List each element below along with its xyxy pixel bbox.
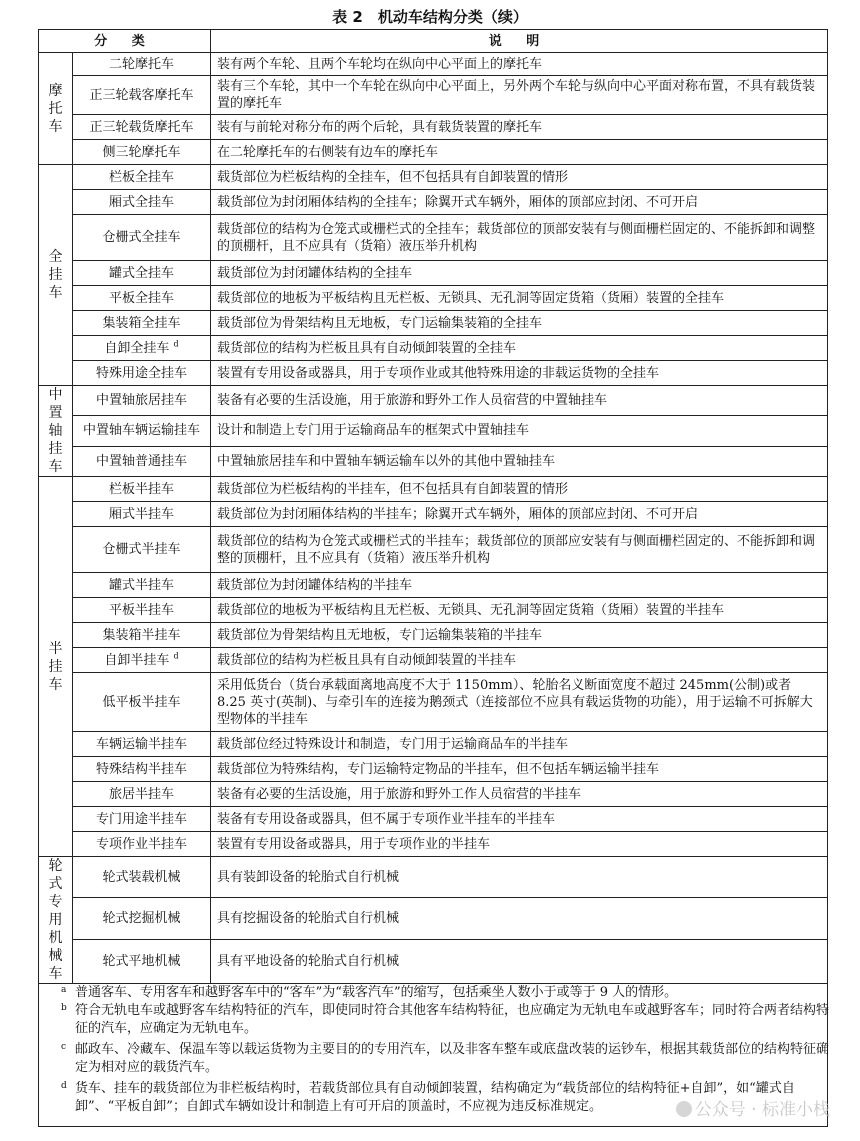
footnote-ref: d	[173, 339, 179, 349]
subcategory-cell	[73, 648, 211, 673]
description-cell: 具有挖掘设备的轮胎式自行机械	[211, 898, 828, 939]
table-row	[39, 165, 828, 190]
description-cell: 载货部位为骨架结构且无地板，专门运输集装箱的全挂车	[211, 311, 828, 336]
description-cell: 载货部位的地板为平板结构且无栏板、无锁具、无孔洞等固定货箱（货厢）装置的半挂车	[211, 598, 828, 623]
subcategory-cell	[73, 757, 211, 782]
description-cell: 载货部位为封闭罐体结构的半挂车	[211, 573, 828, 598]
subcategory-label: 特殊用途全挂车	[95, 365, 187, 381]
subcategory-label: 栏板半挂车	[108, 481, 174, 497]
subcategory-cell	[73, 140, 211, 165]
subcategory-cell	[73, 416, 211, 446]
table-row	[39, 732, 828, 757]
description-cell: 载货部位为封闭厢体结构的全挂车；除翼开式车辆外，厢体的顶部应封闭、不可开启	[211, 190, 828, 215]
subcategory-label: 车辆运输半挂车	[95, 736, 187, 752]
description-cell: 载货部位为栏板结构的全挂车，但不包括具有自卸装置的情形	[211, 165, 828, 190]
subcategory-cell	[73, 857, 211, 898]
subcategory-label: 旅居半挂车	[108, 786, 174, 802]
description-cell: 装备有必要的生活设施，用于旅游和野外工作人员宿营的半挂车	[211, 782, 828, 807]
table-row	[39, 757, 828, 782]
table-row	[39, 502, 828, 527]
table-row	[39, 416, 828, 446]
subcategory-cell	[73, 190, 211, 215]
subcategory-label: 轮式装载机械	[102, 869, 181, 885]
subcategory-cell	[73, 732, 211, 757]
subcategory-cell	[73, 939, 211, 983]
table-row	[39, 648, 828, 673]
description-cell: 载货部位的地板为平板结构且无栏板、无锁具、无孔洞等固定货箱（货厢）装置的全挂车	[211, 286, 828, 311]
table-row	[39, 386, 828, 416]
table-row	[39, 261, 828, 286]
subcategory-cell	[73, 446, 211, 476]
footnote-text: 货车、挂车的载货部位为非栏板结构时，若载货部位具有自动倾卸装置，结构确定为“载货部位的结构特征+自卸”，如“罐式自卸”、“平板自卸”；自卸式车辆如设计和制造上有可开启的顶盖时，不应视为违反标准规定。	[75, 1081, 795, 1114]
description-cell: 装有三个车轮，其中一个车轮在纵向中心平面上，另外两个车轮与纵向中心平面对称布置，不具有载货装置的摩托车	[211, 76, 828, 115]
category-cell: 摩 托 车	[39, 53, 73, 165]
description-cell: 装备有必要的生活设施，用于旅游和野外工作人员宿营的中置轴挂车	[211, 386, 828, 416]
table-row	[39, 53, 828, 76]
subcategory-label: 低平板半挂车	[102, 694, 181, 710]
description-cell: 装备有专用设备或器具，但不属于专项作业半挂车的半挂车	[211, 807, 828, 832]
description-cell: 载货部位的结构为栏板且具有自动倾卸装置的半挂车	[211, 648, 828, 673]
subcategory-cell	[73, 311, 211, 336]
subcategory-cell	[73, 76, 211, 115]
description-cell: 具有平地设备的轮胎式自行机械	[211, 939, 828, 983]
subcategory-label: 仓栅式全挂车	[102, 230, 181, 245]
table-row	[39, 623, 828, 648]
subcategory-cell	[73, 782, 211, 807]
table-title: 表 2 机动车结构分类（续）	[332, 8, 528, 26]
description-cell: 载货部位的结构为仓笼式或栅栏式的全挂车；载货部位的顶部安装有与侧面栅栏固定的、不能拆卸和调整的顶棚杆，且不应具有（货箱）液压举升机构	[211, 215, 828, 261]
header-description: 说 明	[211, 30, 828, 53]
subcategory-cell	[73, 573, 211, 598]
description-cell: 载货部位为封闭罐体结构的全挂车	[211, 261, 828, 286]
subcategory-label: 栏板全挂车	[108, 169, 174, 185]
description-cell: 装置有专用设备或器具，用于专项作业或其他特殊用途的非载运货物的全挂车	[211, 361, 828, 386]
footnote-mark: a	[61, 985, 67, 995]
table-row	[39, 857, 828, 898]
table-row	[39, 573, 828, 598]
footnote-mark: c	[61, 1042, 67, 1052]
subcategory-cell	[73, 215, 211, 261]
description-cell: 设计和制造上专门用于运输商品车的框架式中置轴挂车	[211, 416, 828, 446]
subcategory-cell	[73, 361, 211, 386]
subcategory-label: 专门用途半挂车	[95, 811, 187, 827]
description-cell: 载货部位为栏板结构的半挂车，但不包括具有自卸装置的情形	[211, 477, 828, 502]
subcategory-cell	[73, 477, 211, 502]
footnote-mark: d	[61, 1081, 67, 1091]
table-body	[39, 53, 828, 984]
description-cell: 装有与前轮对称分布的两个后轮，具有载货装置的摩托车	[211, 115, 828, 140]
footnote-text: 符合无轨电车或越野客车结构特征的汽车，即使同时符合其他客车结构特征，也应确定为无轨电车或越野客车；同时符合两者结构特征的汽车，应确定为无轨电车。	[75, 1003, 830, 1036]
subcategory-label: 侧三轮摩托车	[102, 144, 181, 160]
description-cell: 载货部位为封闭厢体结构的半挂车；除翼开式车辆外，厢体的顶部应封闭、不可开启	[211, 502, 828, 527]
footnote-a	[61, 984, 835, 1002]
footnote-b	[61, 1002, 835, 1038]
subcategory-label: 平板全挂车	[108, 290, 174, 306]
table-row	[39, 807, 828, 832]
category-cell: 轮 式 专 用 机 械 车	[39, 857, 73, 984]
subcategory-cell	[73, 527, 211, 573]
table-row	[39, 311, 828, 336]
wechat-icon	[676, 1101, 692, 1117]
subcategory-label: 平板半挂车	[108, 602, 174, 618]
subcategory-label: 二轮摩托车	[108, 56, 174, 72]
subcategory-label: 自卸全挂车	[104, 340, 170, 356]
table-row	[39, 115, 828, 140]
subcategory-cell	[73, 261, 211, 286]
description-cell: 装有两个车轮、且两个车轮均在纵向中心平面上的摩托车	[211, 53, 828, 76]
description-cell: 载货部位的结构为栏板且具有自动倾卸装置的全挂车	[211, 336, 828, 361]
footnote-mark: b	[61, 1003, 67, 1013]
table-row	[39, 898, 828, 939]
subcategory-cell	[73, 336, 211, 361]
category-cell: 半 挂 车	[39, 477, 73, 857]
category-cell: 中 置 轴 挂 车	[39, 386, 73, 477]
table-row	[39, 939, 828, 983]
header-category: 分 类	[39, 30, 211, 53]
description-cell: 载货部位为特殊结构，专门运输特定物品的半挂车，但不包括车辆运输半挂车	[211, 757, 828, 782]
subcategory-label: 正三轮载客摩托车	[89, 87, 194, 103]
description-cell: 在二轮摩托车的右侧装有边车的摩托车	[211, 140, 828, 165]
description-cell: 装置有专用设备或器具，用于专项作业的半挂车	[211, 832, 828, 857]
table-row	[39, 76, 828, 115]
watermark-text: 公众号 · 标准小栈	[694, 1100, 830, 1120]
subcategory-cell	[73, 286, 211, 311]
subcategory-cell	[73, 53, 211, 76]
table-row	[39, 140, 828, 165]
subcategory-cell	[73, 598, 211, 623]
watermark	[676, 1095, 830, 1120]
header-row	[39, 30, 828, 53]
subcategory-label: 中置轴旅居挂车	[95, 393, 187, 409]
description-cell: 载货部位的结构为仓笼式或栅栏式的半挂车；载货部位的顶部应安装有与侧面栅栏固定的、不能拆卸和调整的顶棚杆，且不应具有（货箱）液压举升机构	[211, 527, 828, 573]
footnote-text: 邮政车、冷藏车、保温车等以载运货物为主要目的的专用汽车，以及非客车整车或底盘改装的运钞车，根据其载货部位的结构特征确定为相对应的载货汽车。	[75, 1042, 830, 1075]
table-row	[39, 361, 828, 386]
subcategory-label: 集装箱半挂车	[102, 627, 181, 643]
category-cell: 全 挂 车	[39, 165, 73, 386]
subcategory-cell	[73, 623, 211, 648]
table-row	[39, 286, 828, 311]
subcategory-label: 专项作业半挂车	[95, 836, 187, 852]
footnote-text: 普通客车、专用客车和越野客车中的“客车”为“载客汽车”的缩写，包括乘坐人数小于或等于 9 人的情形。	[75, 985, 678, 1000]
subcategory-cell	[73, 115, 211, 140]
table-row	[39, 336, 828, 361]
table-row	[39, 446, 828, 476]
subcategory-label: 轮式平地机械	[102, 953, 181, 969]
subcategory-label: 罐式全挂车	[108, 265, 174, 281]
subcategory-cell	[73, 832, 211, 857]
subcategory-label: 厢式半挂车	[108, 506, 174, 522]
footnote-ref: d	[173, 651, 179, 661]
subcategory-label: 仓栅式半挂车	[102, 542, 181, 557]
description-cell: 载货部位经过特殊设计和制造，专门用于运输商品车的半挂车	[211, 732, 828, 757]
subcategory-cell	[73, 673, 211, 732]
table-row	[39, 598, 828, 623]
vehicle-classification-table	[38, 29, 828, 984]
subcategory-cell	[73, 165, 211, 190]
table-row	[39, 782, 828, 807]
subcategory-label: 自卸半挂车	[104, 652, 170, 668]
subcategory-label: 中置轴车辆运输挂车	[82, 423, 200, 439]
subcategory-label: 厢式全挂车	[108, 194, 174, 210]
subcategory-label: 集装箱全挂车	[102, 315, 181, 331]
subcategory-label: 正三轮载货摩托车	[89, 119, 194, 135]
subcategory-cell	[73, 807, 211, 832]
table-row	[39, 190, 828, 215]
subcategory-label: 轮式挖掘机械	[102, 911, 181, 927]
table-row	[39, 215, 828, 261]
subcategory-label: 罐式半挂车	[108, 577, 174, 593]
description-cell: 中置轴旅居挂车和中置轴车辆运输车以外的其他中置轴挂车	[211, 446, 828, 476]
subcategory-cell	[73, 386, 211, 416]
subcategory-label: 中置轴普通挂车	[95, 453, 187, 469]
description-cell: 采用低货台（货台承载面离地高度不大于 1150mm）、轮胎名义断面宽度不超过 245mm(公制)或者 8.25 英寸(英制)、与牵引车的连接为鹅颈式（连接部位不应具有载运货物的功能），用于运输不可拆解大型物体的半挂车	[211, 673, 828, 732]
subcategory-cell	[73, 898, 211, 939]
table-row	[39, 527, 828, 573]
footnote-c	[61, 1041, 835, 1077]
subcategory-cell	[73, 502, 211, 527]
description-cell: 具有装卸设备的轮胎式自行机械	[211, 857, 828, 898]
table-row	[39, 832, 828, 857]
description-cell: 载货部位为骨架结构且无地板，专门运输集装箱的半挂车	[211, 623, 828, 648]
subcategory-label: 特殊结构半挂车	[95, 761, 187, 777]
table-row	[39, 477, 828, 502]
table-row	[39, 673, 828, 732]
